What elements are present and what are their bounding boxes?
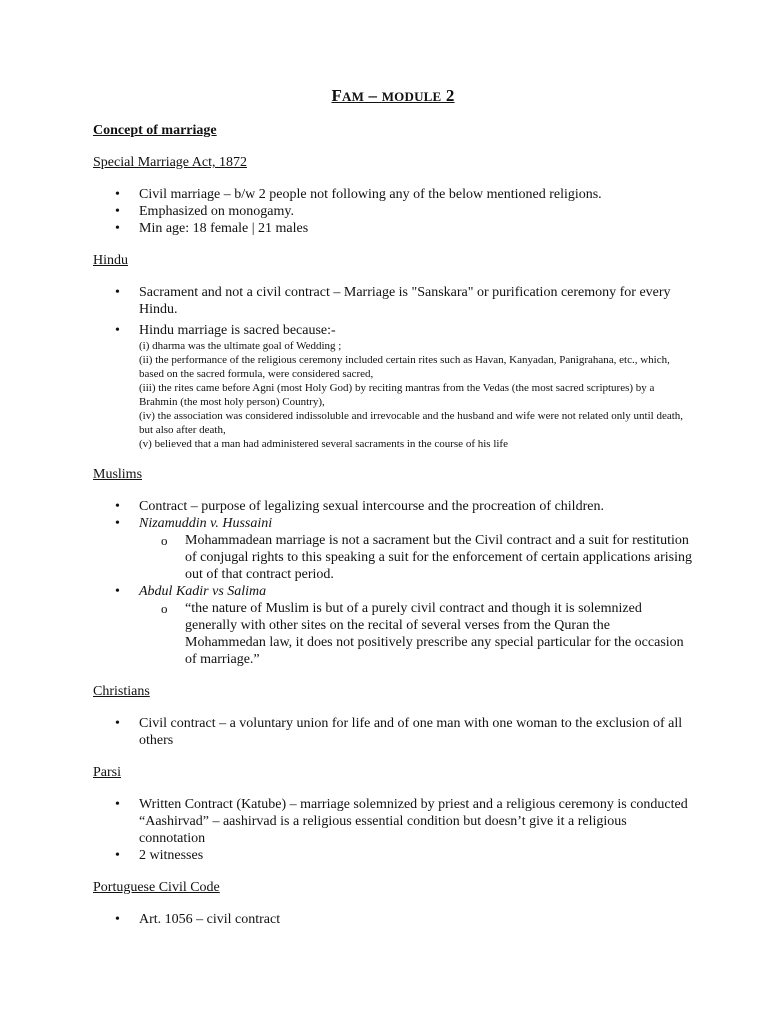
pcc-heading: Portuguese Civil Code [93, 880, 220, 895]
list-item [93, 515, 693, 583]
parsi-list [93, 796, 693, 864]
case1-sublist [139, 532, 693, 583]
circle-bullet-icon: o [161, 601, 168, 616]
list-item-text: Min age: 18 female | 21 males [139, 221, 309, 236]
bullet-icon: • [115, 221, 120, 236]
reason-line: (i) dharma was the ultimate goal of Wedding ; [139, 340, 342, 352]
hindu-heading: Hindu [93, 253, 128, 268]
list-item [93, 847, 693, 864]
bullet-icon: • [115, 912, 120, 927]
christians-heading: Christians [93, 684, 150, 699]
document-page [93, 86, 693, 943]
list-item-text: Sacrament and not a civil contract – Marriage is "Sanskara" or purification ceremony for every Hindu. [139, 285, 671, 317]
list-item-text: Hindu marriage is sacred because:- [139, 323, 336, 338]
hindu-list [93, 284, 693, 451]
list-item-text: Contract – purpose of legalizing sexual intercourse and the procreation of children. [139, 499, 604, 514]
case2-sublist [139, 600, 693, 668]
case-name: Abdul Kadir vs Salima [139, 584, 267, 599]
muslims-heading: Muslims [93, 467, 143, 482]
sma-list [93, 186, 693, 237]
list-item [93, 911, 693, 928]
sub-list-item-text: “the nature of Muslim is but of a purely civil contract and though it is solemnized generally with other sites on the recital of several verses from the Quran the Mohammedan law, it does not positively prescribe any special particular for the occasion of marriage.” [185, 601, 684, 667]
bullet-icon: • [115, 499, 120, 514]
reason-line: (iii) the rites came before Agni (most Holy God) by reciting mantras from the Vedas (the most sacred scriptures) by a Brahmin (the most holy person) Country), [139, 382, 655, 408]
reason-line: (v) believed that a man had administered several sacraments in the course of his life [139, 438, 508, 450]
bullet-icon: • [115, 516, 120, 531]
list-item [93, 322, 693, 451]
list-item [93, 796, 693, 847]
list-item [93, 220, 693, 237]
title-module-num: 2 [441, 86, 455, 105]
reason-line: (iv) the association was considered indissoluble and irrevocable and the husband and wife were not related only until death, but also after death, [139, 410, 684, 436]
bullet-icon: • [115, 187, 120, 202]
bullet-icon: • [115, 323, 120, 338]
bullet-icon: • [115, 204, 120, 219]
list-item-text: Emphasized on monogamy. [139, 204, 295, 219]
case-name: Nizamuddin v. Hussaini [139, 516, 273, 531]
title-initial: F [331, 86, 343, 105]
list-item [93, 284, 693, 318]
parsi-heading: Parsi [93, 765, 121, 780]
list-item-text: Civil contract – a voluntary union for life and of one man with one woman to the exclusion of all others [139, 716, 683, 748]
hindu-reasons [139, 339, 693, 451]
list-item-text: Civil marriage – b/w 2 people not following any of the below mentioned religions. [139, 187, 602, 202]
list-item [93, 203, 693, 220]
list-item-text: Written Contract (Katube) – marriage solemnized by priest and a religious ceremony is conducted “Aashirvad” – aashirvad is a religious essential condition but doesn’t give it a religious connotation [139, 797, 688, 846]
list-item-text: Art. 1056 – civil contract [139, 912, 281, 927]
sma-heading: Special Marriage Act, 1872 [93, 155, 247, 170]
reason-line: (ii) the performance of the religious ceremony included certain rites such as Havan, Kanyadan, Panigrahana, etc., which, based on the sacred formula, were considered sacred, [139, 354, 670, 380]
christians-list [93, 715, 693, 749]
list-item [93, 498, 693, 515]
sub-list-item-text: Mohammadean marriage is not a sacrament but the Civil contract and a suit for restitution of conjugal rights to this speaking a suit for the enforcement of certain applications arising out of that contract period. [185, 533, 692, 582]
bullet-icon: • [115, 584, 120, 599]
bullet-icon: • [115, 797, 120, 812]
bullet-icon: • [115, 285, 120, 300]
bullet-icon: • [115, 848, 120, 863]
bullet-icon: • [115, 716, 120, 731]
concept-heading: Concept of marriage [93, 123, 217, 138]
list-item [93, 186, 693, 203]
page-title [93, 86, 693, 106]
title-module-word: MODULE [381, 89, 442, 104]
pcc-list [93, 911, 693, 928]
circle-bullet-icon: o [161, 533, 168, 548]
sub-list-item [139, 532, 693, 583]
muslims-list [93, 498, 693, 668]
sub-list-item [139, 600, 693, 668]
title-sep: – [364, 86, 382, 105]
title-rest: AM [342, 89, 365, 104]
list-item-text: 2 witnesses [139, 848, 204, 863]
list-item [93, 583, 693, 668]
list-item [93, 715, 693, 749]
